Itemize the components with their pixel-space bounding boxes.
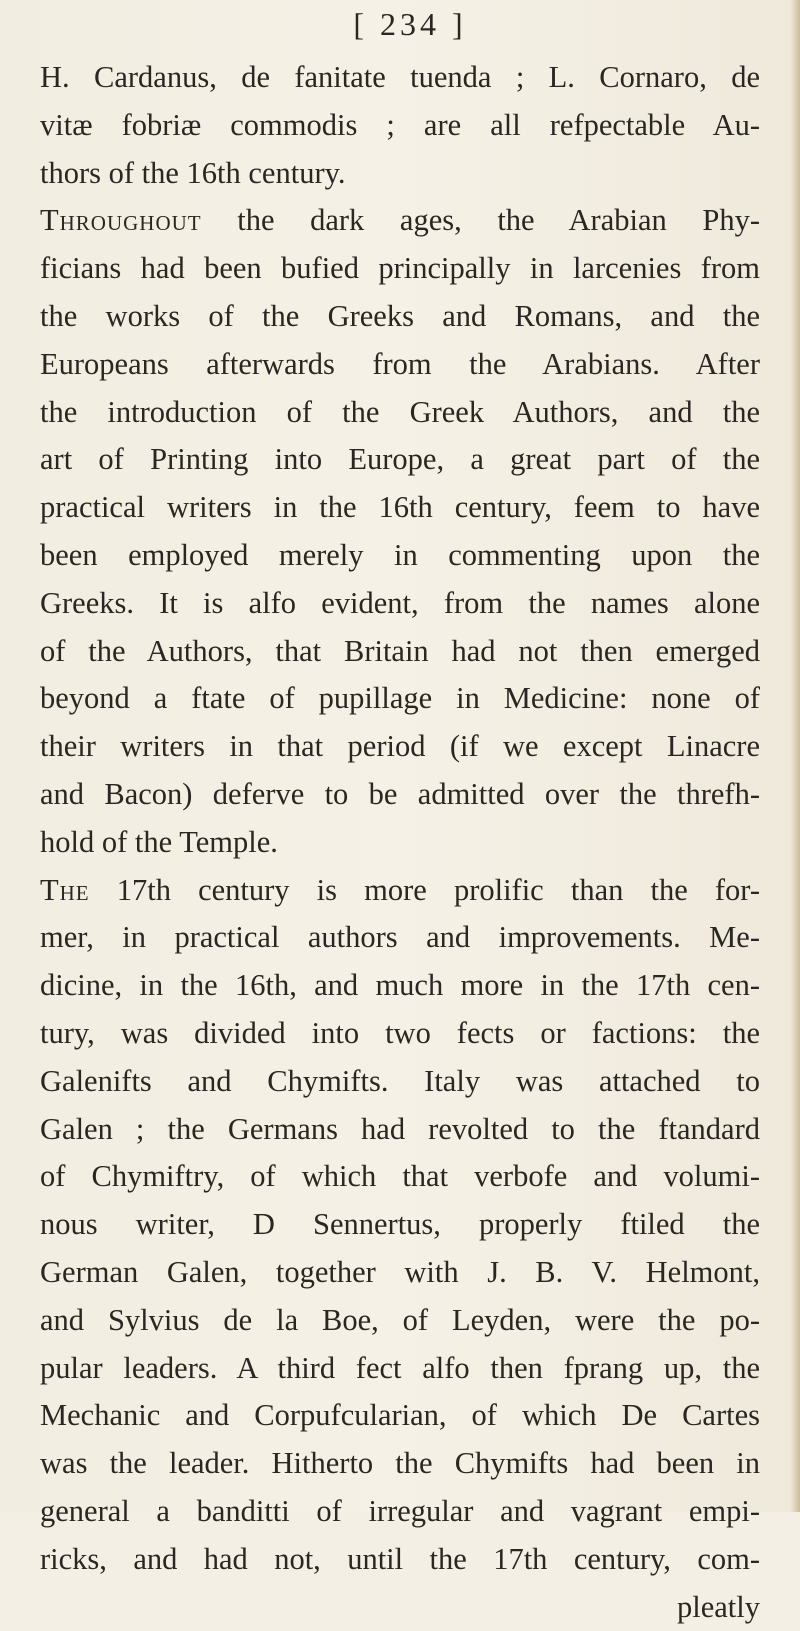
text-line: The 17th century is more prolific than the for- xyxy=(40,867,760,915)
text-line: practical writers in the 16th century, feem to have xyxy=(40,484,760,532)
text-line: the introduction of the Greek Authors, and the xyxy=(40,389,760,437)
body-text xyxy=(40,54,760,1631)
text-line: Throughout the dark ages, the Arabian Phy- xyxy=(40,197,760,245)
text-line: nous writer, D Sennertus, properly ftiled the xyxy=(40,1201,760,1249)
text-line: of the Authors, that Britain had not then emerged xyxy=(40,628,760,676)
text-line: dicine, in the 16th, and much more in the 17th cen- xyxy=(40,962,760,1010)
text-line: general a banditti of irregular and vagrant empi- xyxy=(40,1488,760,1536)
text-line: their writers in that period (if we except Linacre xyxy=(40,723,760,771)
text-line: Europeans afterwards from the Arabians. After xyxy=(40,341,760,389)
text-line: of Chymiftry, of which that verbofe and volumi- xyxy=(40,1153,760,1201)
text-line: ricks, and had not, until the 17th century, com- xyxy=(40,1536,760,1584)
text-line: hold of the Temple. xyxy=(40,819,760,867)
text-line: Galenifts and Chymifts. Italy was attached to xyxy=(40,1058,760,1106)
catchword: pleatly xyxy=(40,1584,760,1631)
text-line: art of Printing into Europe, a great part of the xyxy=(40,436,760,484)
text-line: Greeks. It is alfo evident, from the names alone xyxy=(40,580,760,628)
text-line: German Galen, together with J. B. V. Helmont, xyxy=(40,1249,760,1297)
text-line: vitæ fobriæ commodis ; are all refpectable Au- xyxy=(40,102,760,150)
text-line: and Bacon) deferve to be admitted over the threfh- xyxy=(40,771,760,819)
text-line: been employed merely in commenting upon the xyxy=(40,532,760,580)
text-line: ficians had been bufied principally in larcenies from xyxy=(40,245,760,293)
paragraph-lead-word: Throughout xyxy=(40,203,202,237)
text-line: Mechanic and Corpufcularian, of which De Cartes xyxy=(40,1392,760,1440)
paragraph-lead-word: The xyxy=(40,873,90,907)
text-line: thors of the 16th century. xyxy=(40,150,760,198)
text-line: tury, was divided into two fects or factions: the xyxy=(40,1010,760,1058)
text-line: the works of the Greeks and Romans, and the xyxy=(40,293,760,341)
text-line: beyond a ftate of pupillage in Medicine: none of xyxy=(40,675,760,723)
page-edge xyxy=(790,0,800,1512)
text-line: was the leader. Hitherto the Chymifts had been in xyxy=(40,1440,760,1488)
text-line: mer, in practical authors and improvements. Me- xyxy=(40,914,760,962)
text-line: Galen ; the Germans had revolted to the ftandard xyxy=(40,1106,760,1154)
page-number: [ 234 ] xyxy=(0,6,800,43)
text-line: pular leaders. A third fect alfo then fprang up, the xyxy=(40,1345,760,1393)
text-line: and Sylvius de la Boe, of Leyden, were the po- xyxy=(40,1297,760,1345)
text-line: H. Cardanus, de fanitate tuenda ; L. Cornaro, de xyxy=(40,54,760,102)
